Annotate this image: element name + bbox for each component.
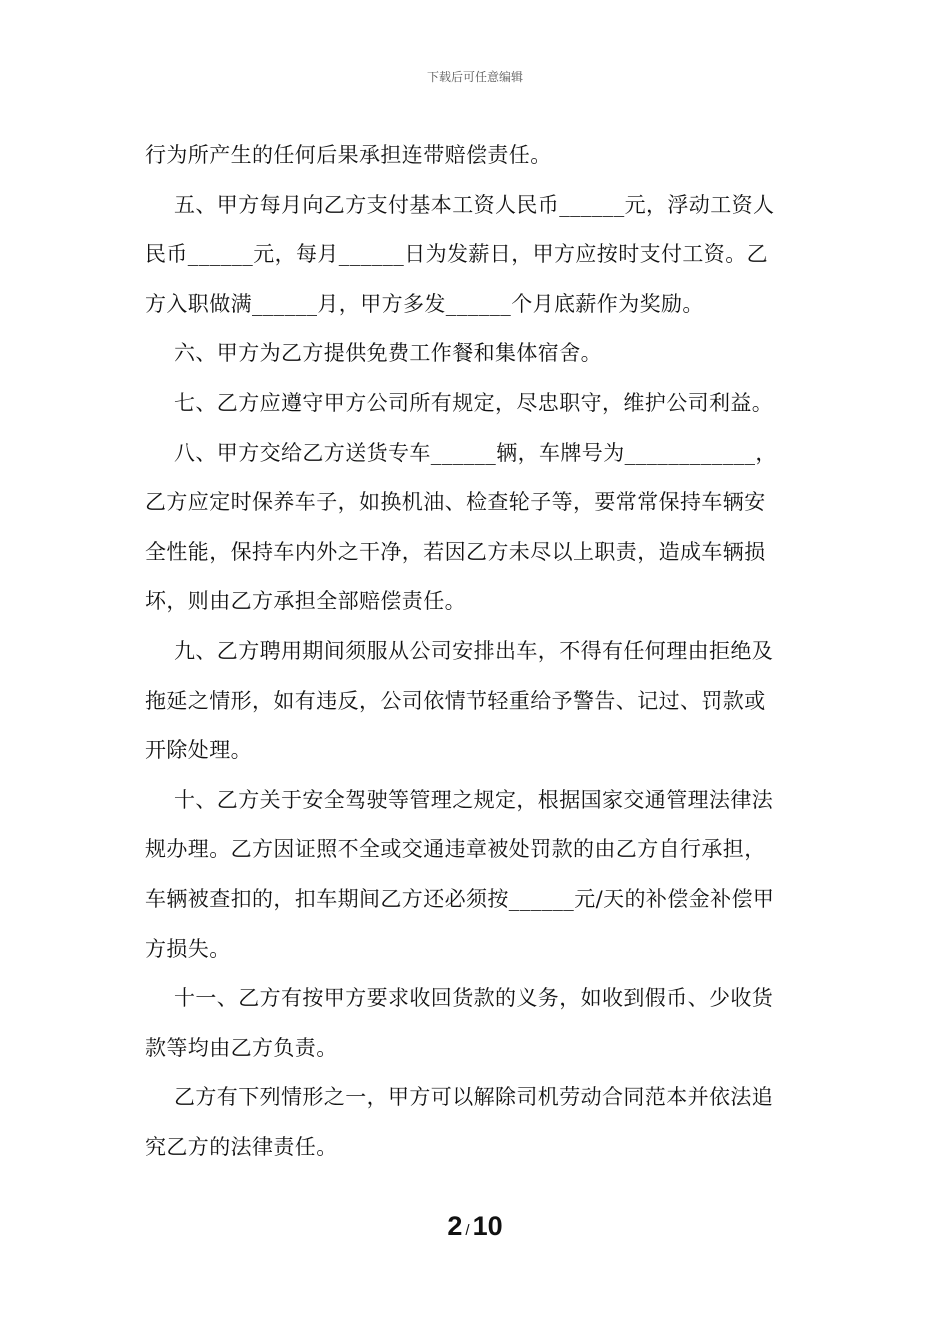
text-line: 开除处理。 [145, 738, 252, 763]
text-line: 十、乙方关于安全驾驶等管理之规定，根据国家交通管理法律法 [174, 787, 774, 812]
text-line: 拖延之情形，如有违反，公司依情节轻重给予警告、记过、罚款或 [145, 688, 766, 713]
text-line: 乙方应定时保养车子，如换机油、检查轮子等，要常常保持车辆安 [145, 490, 766, 515]
text-line: 行为所产生的任何后果承担连带赔偿责任。 [145, 143, 552, 167]
page-separator: / [465, 1222, 470, 1239]
page-header: 下载后可任意编辑 [426, 70, 523, 84]
text-line: 六、甲方为乙方提供免费工作餐和集体宿舍。 [174, 341, 602, 366]
text-line: 坏，则由乙方承担全部赔偿责任。 [145, 589, 466, 614]
text-line: 乙方有下列情形之一，甲方可以解除司机劳动合同范本并依法追 [174, 1085, 774, 1110]
text-line: 民币______元，每月______日为发薪日，甲方应按时支付工资。乙 [145, 242, 768, 267]
text-line: 规办理。乙方因证照不全或交通违章被处罚款的由乙方自行承担， [145, 837, 766, 862]
text-line: 方入职做满______月，甲方多发______个月底薪作为奖励。 [145, 291, 704, 316]
text-line: 究乙方的法律责任。 [145, 1134, 338, 1159]
text-line: 方损失。 [145, 936, 231, 961]
text-line: 七、乙方应遵守甲方公司所有规定，尽忠职守，维护公司利益。 [174, 390, 774, 415]
text-line: 车辆被查扣的，扣车期间乙方还必须按______元/天的补偿金补偿甲 [145, 886, 775, 911]
text-line: 八、甲方交给乙方送货专车______辆，车牌号为____________， [174, 440, 777, 465]
document-body [145, 131, 810, 1172]
text-line: 款等均由乙方负责。 [145, 1035, 338, 1060]
page-number [0, 1211, 950, 1242]
text-line: 十一、乙方有按甲方要求收回货款的义务，如收到假币、少收货 [174, 986, 774, 1011]
total-pages: 10 [472, 1211, 503, 1241]
text-line: 九、乙方聘用期间须服从公司安排出车，不得有任何理由拒绝及 [174, 638, 774, 663]
text-line: 全性能，保持车内外之干净，若因乙方未尽以上职责，造成车辆损 [145, 539, 766, 564]
text-line: 五、甲方每月向乙方支付基本工资人民币______元，浮动工资人 [174, 192, 775, 217]
current-page: 2 [447, 1211, 463, 1241]
